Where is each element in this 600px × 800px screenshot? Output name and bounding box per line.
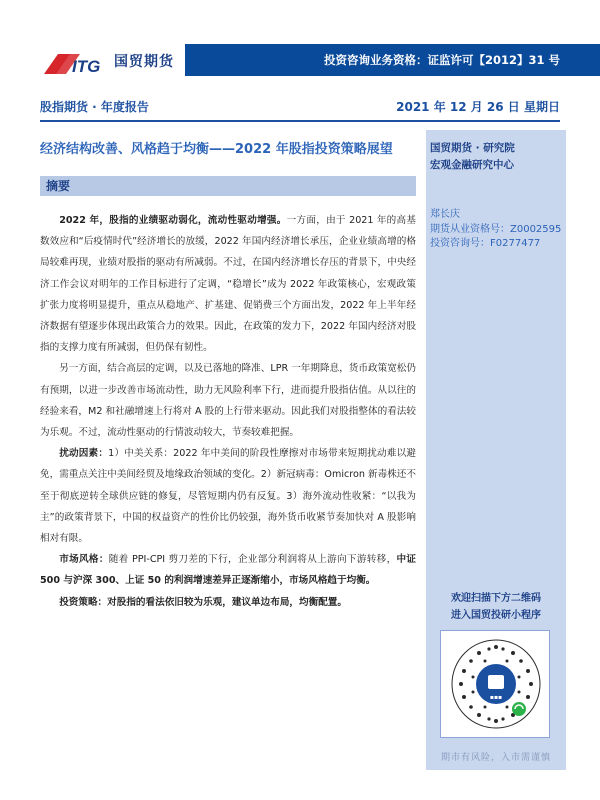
futures-cert: 期货从业资格号：Z0002595 xyxy=(430,223,562,235)
qr-code-frame xyxy=(440,630,550,738)
sidebar xyxy=(426,130,566,770)
paragraph-1 xyxy=(40,210,416,358)
paragraph-2-text: 另一方面，结合高层的定调，以及已落地的降准、LPR 一年期降息，货币政策宽松仍有预期，以进一步改善市场流动性，助力无风险利率下行，进而提升股指估值。从以往的经验来看，M2 和社融增速上行将对 A 股的上行带来驱动。因此我们对股指整体的看法较为乐观。不过，流动性驱动的行情波动较大，节奏较难把握。 xyxy=(40,363,416,439)
paragraph-2 xyxy=(40,358,416,443)
scan-line-1: 欢迎扫描下方二维码 xyxy=(451,593,541,604)
analyst-name: 郑长庆 xyxy=(430,209,460,220)
institute-name: 国贸期货 · 研究院 xyxy=(430,142,515,154)
paragraph-3-lead: 扰动因素： xyxy=(59,448,109,460)
mini-program-qr-icon[interactable] xyxy=(449,637,543,731)
scan-line-2: 进入国贸投研小程序 xyxy=(451,610,541,621)
svg-text:ITG: ITG xyxy=(72,57,101,74)
scan-prompt xyxy=(438,590,554,624)
svg-text:▪▪▪: ▪▪▪ xyxy=(489,694,503,701)
logo-text: 国贸期货 xyxy=(114,54,174,70)
abstract-body xyxy=(40,210,416,613)
itg-logo-icon xyxy=(44,50,110,74)
paragraph-4 xyxy=(40,549,416,591)
qualification-banner xyxy=(185,44,600,76)
paragraph-4-bold: 中证 500 与沪深 300、上证 50 的利润增速差异正逐渐缩小，市场风格趋于均衡。 xyxy=(40,554,417,587)
research-center: 宏观金融研究中心 xyxy=(430,159,514,171)
institute-block xyxy=(430,140,515,174)
paragraph-1-text: 一方面，由于 2021 年的高基数效应和“后疫情时代”经济增长的放缓，2022 年国内经济增长承压，企业业绩高增的格局较难再现，业绩对股指的驱动有所减弱。不过，在国内经济增长存压的背景下，中央经济工作会议对明年的工作目标进行了定调，“稳增长”成为 2022 年政策核心，宏观政策扩张力度将明显提升，重点从稳地产、扩基建、促销费三个方面出发，2022 年上半年经济数据有望逐步体现出政策合力的效果。因此，在政策的发力下，2022 年国内经济对股指的支撑力度有所减弱，但仍保有韧性。 xyxy=(40,215,416,354)
paragraph-5-lead: 投资策略： xyxy=(59,596,108,608)
report-title: 经济结构改善、风格趋于均衡——2022 年股指投资策略展望 xyxy=(40,142,393,157)
analyst-block xyxy=(430,208,561,252)
abstract-heading xyxy=(40,176,416,196)
report-date: 2021 年 12 月 26 日 星期日 xyxy=(396,100,560,114)
paragraph-4-text: 随着 PPI-CPI 剪刀差的下行，企业部分利润将从上游向下游转移， xyxy=(108,554,397,566)
paragraph-3 xyxy=(40,443,416,549)
paragraph-5-text: 对股指的看法依旧较为乐观，建议单边布局，均衡配置。 xyxy=(107,596,347,608)
advisory-cert: 投资咨询号：F0277477 xyxy=(430,238,541,249)
company-logo xyxy=(44,48,174,74)
paragraph-1-lead: 2022 年，股指的业绩驱动弱化，流动性驱动增强。 xyxy=(59,215,287,226)
paragraph-4-lead: 市场风格： xyxy=(59,554,109,566)
abstract-label: 摘要 xyxy=(46,179,71,193)
header-divider xyxy=(40,120,560,122)
paragraph-5 xyxy=(40,592,416,613)
qualification-text: 投资咨询业务资格：证监许可【2012】31 号 xyxy=(323,53,560,67)
risk-disclaimer: 期市有风险，入市需谨慎 xyxy=(440,753,551,763)
paragraph-3-text: 1）中美关系：2022 年中美间的阶段性摩擦对市场带来短期扰动难以避免，需重点关注中美间经贸及地缘政治领域的变化。2）新冠病毒：Omicron 新毒株还不至于彻底逆转全球供应链的修复，尽管短期内仍有反复。3）海外流动性收紧：“以我为主”的政策背景下，中国的权益资产的性价比仍较强，海外货币收紧节奏加快对 A 股影响相对有限。 xyxy=(40,448,416,545)
report-type: 股指期货 · 年度报告 xyxy=(40,100,149,114)
